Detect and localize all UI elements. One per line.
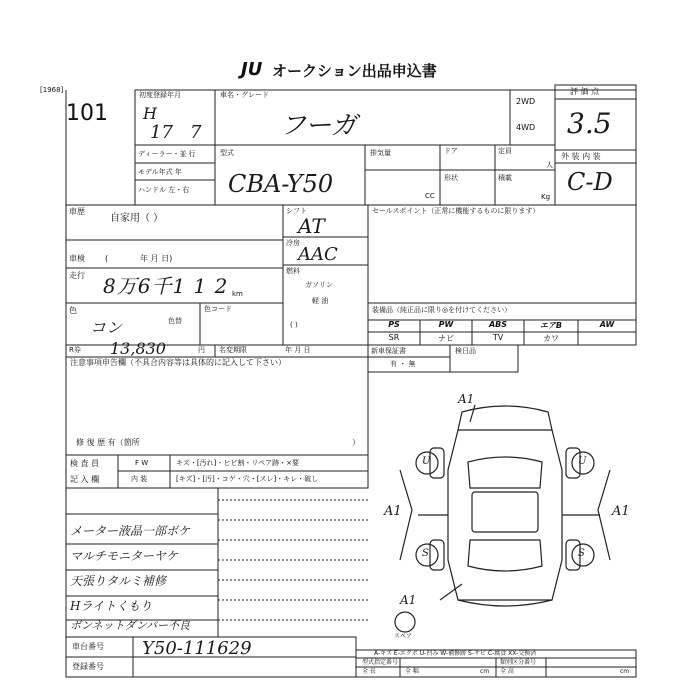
- displacement-label: 排気量: [370, 149, 391, 157]
- equipment-label: 装備品（純正品に限り◎を付けてください）: [372, 306, 512, 314]
- legend-length: 全 長: [362, 668, 376, 675]
- equipment-row-2: [368, 333, 636, 345]
- shift-label: シフト: [286, 207, 307, 215]
- remark-3: 天張りタルミ補修: [70, 574, 167, 588]
- name-change-fields: 年 月 日: [285, 346, 311, 354]
- remark-2: マルチモニターヤケ: [70, 549, 179, 563]
- car-name-value: フーガ: [280, 111, 357, 141]
- entry-label: 記 入 欄: [70, 475, 100, 484]
- era-value: H: [143, 104, 157, 123]
- capacity-unit: 人: [546, 161, 553, 169]
- equip-leather: カワ: [543, 334, 559, 343]
- drive-2wd: 2WD: [516, 97, 536, 106]
- color-label: 色: [69, 306, 77, 315]
- repair-history-label: 修 復 歴 有（箇所: [76, 438, 140, 447]
- mark-front: A1: [458, 392, 475, 406]
- fuel-paren: ( ): [290, 321, 298, 329]
- inspector-label: 検 査 員: [70, 459, 100, 468]
- equip-sr: SR: [388, 333, 400, 342]
- score-value: 3.5: [567, 107, 612, 140]
- mark-wheel-rl: S: [422, 548, 429, 559]
- recycle-unit: 円: [198, 346, 205, 354]
- car-diagram: [395, 405, 610, 632]
- chassis-value: Y50-111629: [142, 638, 252, 659]
- equip-pw: PW: [438, 320, 454, 329]
- displacement-unit: CC: [425, 192, 435, 200]
- type-value: CBA-Y50: [228, 170, 334, 198]
- color-value: コン: [90, 318, 123, 337]
- drive-4wd: 4WD: [516, 123, 536, 132]
- fuel-diesel: 軽 油: [312, 297, 329, 305]
- first-reg-label: 初度登録年月: [139, 91, 181, 99]
- equip-abs: ABS: [488, 320, 508, 329]
- recycle-value: 13,830: [110, 339, 166, 358]
- dealer-label: ディーラー・並 行: [138, 150, 196, 158]
- warranty-value: 有 ・ 無: [390, 360, 416, 368]
- history-label: 車歴: [69, 207, 85, 216]
- equip-aw: AW: [599, 320, 615, 329]
- shape-label: 形状: [444, 174, 458, 182]
- type-label: 型式: [220, 149, 234, 157]
- score-label: 評 価 点: [570, 87, 600, 96]
- notes-label: 注意事項申告欄（不具合内容等は具体的に記入して下さい）: [70, 358, 286, 367]
- fw-items: キズ・[汚れ]・ヒビ割・リペア跡・×要: [176, 459, 300, 467]
- name-change-label: 名変期限: [219, 346, 247, 354]
- legend-unit-2: cm: [620, 668, 630, 675]
- shift-value: AT: [298, 214, 325, 238]
- reg-number-label: 登録番号: [72, 662, 104, 671]
- inspection-fields: 年 月 日): [140, 254, 173, 263]
- remark-1: メーター液晶一部ボケ: [70, 524, 191, 538]
- mark-rear: A1: [400, 593, 417, 607]
- mark-right: A1: [612, 504, 630, 519]
- fuel-label: 燃料: [286, 267, 300, 275]
- fw-label: F W: [135, 459, 149, 467]
- equipment-row-1: [368, 320, 636, 332]
- mileage-value: 8万6千1 1 2: [103, 274, 229, 298]
- warranty-label: 新車保証書: [371, 347, 406, 355]
- model-year-label: モデル年式 年: [138, 168, 182, 176]
- interior-items: [キズ]・[汚]・コゲ・穴・[スレ]・キレ・破し: [176, 475, 319, 483]
- inspection-label: 車検: [69, 254, 85, 263]
- equip-ps: PS: [388, 320, 400, 329]
- legend-class-no: 類別区分番号: [500, 659, 537, 666]
- damage-legend: A-キズ E-エクボ U-凹み W-補修跡 S-サビ C-腐食 XX-交換済: [374, 650, 537, 657]
- lot-number: 101: [66, 101, 108, 126]
- year-value: 17: [150, 122, 173, 143]
- logo: JU: [241, 59, 263, 80]
- remark-5: ボンネットダンパー不良: [70, 619, 191, 632]
- ac-value: AAC: [298, 244, 338, 265]
- interior-label: 内 装: [131, 475, 148, 483]
- color-change-label: 色替: [168, 317, 182, 325]
- mark-wheel-rr: S: [578, 548, 585, 559]
- legend-type-no: 型式指定番号: [362, 659, 399, 666]
- ac-label: 冷房: [286, 239, 300, 247]
- mark-left: A1: [384, 504, 402, 519]
- ext-int-value: C-D: [567, 168, 613, 196]
- car-name-label: 車名・グレード: [220, 91, 269, 99]
- mark-wheel-fr: U: [578, 456, 587, 467]
- capacity-label: 定員: [498, 147, 512, 155]
- legend-height: 全 高: [500, 668, 514, 675]
- month-value: 7: [190, 122, 202, 143]
- history-value: 自家用（ ）: [110, 213, 164, 224]
- note-item-label: 検日品: [455, 347, 476, 355]
- fuel-gas: ガソリン: [305, 281, 333, 289]
- equip-navi: ナビ: [438, 334, 454, 343]
- handle-label: ハンドル 左・右: [138, 186, 190, 194]
- color-code-label: 色コード: [204, 305, 232, 313]
- ext-int-label: 外 装 内 装: [561, 152, 601, 161]
- sales-point-label: セールスポイント（正常に機能するものに限ります）: [372, 207, 540, 215]
- spare-label: スペア: [394, 633, 413, 640]
- mileage-unit: km: [232, 290, 243, 298]
- page-title: オークション出品申込書: [272, 62, 437, 80]
- legend-unit-1: cm: [480, 668, 490, 675]
- form-code: [1968]: [40, 86, 64, 94]
- legend-width: 全 幅: [405, 668, 419, 675]
- load-unit: Kg: [541, 193, 551, 201]
- door-label: ドア: [444, 147, 458, 155]
- mark-wheel-fl: U: [422, 456, 431, 467]
- equip-tv: TV: [492, 333, 504, 342]
- repair-history-close: ）: [352, 438, 360, 447]
- remark-4: Hライトくもり: [70, 599, 153, 613]
- inspection-open: (: [105, 254, 109, 263]
- equip-airbag: エアB: [539, 321, 563, 330]
- mileage-label: 走行: [69, 271, 85, 280]
- chassis-label: 車台番号: [72, 642, 104, 651]
- load-label: 積載: [498, 174, 512, 182]
- recycle-label: R券: [69, 346, 81, 354]
